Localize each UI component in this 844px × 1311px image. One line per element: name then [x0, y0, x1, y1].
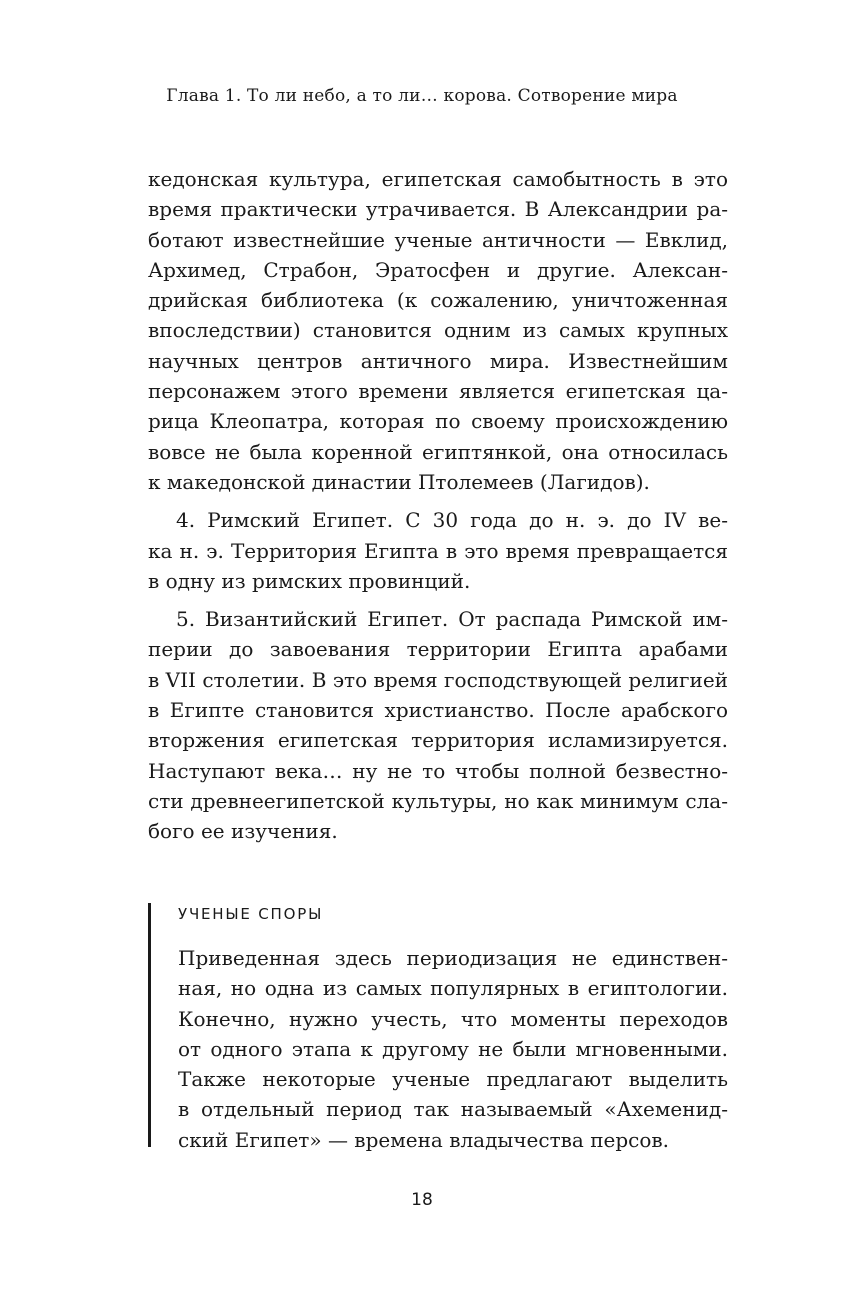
paragraph-2: [148, 505, 728, 596]
sidebar-heading: УЧЕНЫЕ СПОРЫ: [178, 905, 324, 923]
text-line: Приведенная здесь периодизация не единствен-: [178, 946, 728, 970]
main-text: [148, 164, 728, 847]
text-line: сти древнеегипетской культуры, но как минимум сла-: [148, 788, 728, 813]
text-line: вовсе не была коренной египтянкой, она относилась: [148, 439, 728, 464]
text-line: в одну из римских провинций.: [148, 568, 471, 593]
text-line: от одного этапа к другому не были мгновенными.: [178, 1036, 728, 1061]
sidebar-text: [178, 943, 728, 1155]
text-line: 5. Византийский Египет. От распада Римской им-: [176, 607, 728, 632]
running-head: Глава 1. То ли небо, а то ли… корова. Сотворение мира: [166, 86, 678, 106]
sidebar-box: [148, 903, 728, 1152]
text-line: дрийская библиотека (к сожалению, уничтоженная: [148, 288, 728, 313]
text-line: в Египте становится христианство. После арабского: [148, 698, 728, 723]
text-line: Архимед, Страбон, Эратосфен и другие. Алексан-: [148, 257, 728, 282]
text-line: вторжения египетская территория исламизируется.: [148, 728, 728, 753]
text-line: впоследствии) становится одним из самых крупных: [148, 318, 728, 343]
text-line: время практически утрачивается. В Александрии ра-: [148, 197, 728, 222]
text-line: перии до завоевания территории Египта арабами: [148, 637, 728, 662]
text-line: персонажем этого времени является египетская ца-: [148, 379, 728, 404]
text-line: к македонской династии Птолемеев (Лагидов).: [148, 469, 650, 494]
text-line: ботают известнейшие ученые античности — Евклид,: [148, 227, 728, 252]
text-line: рица Клеопатра, которая по своему происхождению: [148, 409, 728, 434]
paragraph-1: [148, 164, 728, 497]
text-line: бого ее изучения.: [148, 819, 338, 844]
text-line: кедонская культура, египетская самобытность в это: [148, 167, 728, 191]
text-line: ная, но одна из самых популярных в египтологии.: [178, 976, 728, 1001]
text-line: Также некоторые ученые предлагают выделить: [178, 1067, 728, 1092]
paragraph-3: [148, 604, 728, 846]
text-line: научных центров античного мира. Известнейшим: [148, 348, 728, 373]
text-line: ский Египет» — времена владычества персов.: [178, 1127, 670, 1152]
sidebar-rule: [148, 903, 151, 1147]
text-line: Наступают века… ну не то чтобы полной безвестно-: [148, 758, 728, 783]
text-line: в VII столетии. В это время господствующей религией: [148, 667, 728, 692]
text-line: Конечно, нужно учесть, что моменты переходов: [178, 1006, 728, 1031]
text-line: в отдельный период так называемый «Ахеменид-: [178, 1097, 728, 1122]
text-line: ка н. э. Территория Египта в это время превращается: [148, 538, 728, 563]
text-line: 4. Римский Египет. С 30 года до н. э. до IV ве-: [176, 508, 728, 533]
page-number: 18: [411, 1190, 433, 1210]
